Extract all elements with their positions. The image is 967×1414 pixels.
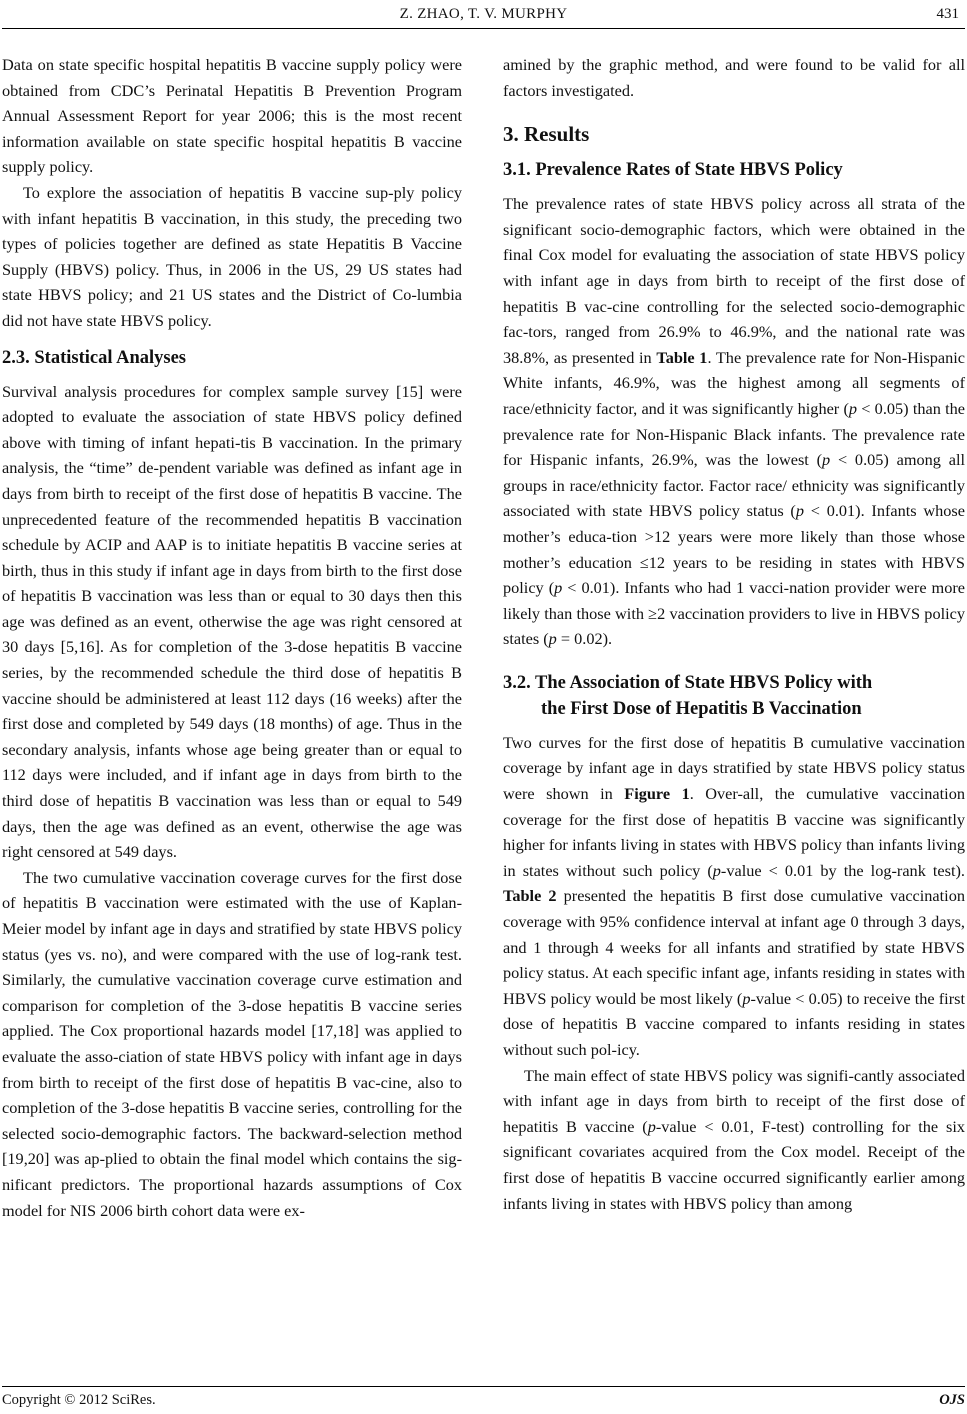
paragraph: To explore the association of hepatitis B vaccine sup-ply policy with infant hepatitis B vaccination, in this study, the preceding two types of policies together are defined as state Hepatitis B Vaccine Supply (HBVS) policy. Thus, in 2006 in the US, 29 US states had state HBVS policy; and 21 US states and the District of Co-lumbia did not have state HBVS policy.	[2, 182, 462, 330]
running-header	[0, 0, 967, 28]
paragraph: Data on state specific hospital hepatitis B vaccine supply policy were obtained from CDC’s Perinatal Hepatitis B Prevention Program Annual Assessment Report for year 2006; this is the most recent information available on state specific hospital hepatitis B vaccine supply policy.	[2, 55, 462, 177]
paragraph: Survival analysis procedures for complex sample survey [15] were adopted to evaluate the association of state HBVS policy defined above with timing of infant hepati-tis B vaccination. In the primary analysis, the “time” de-pendent variable was defined as infant age in days from birth to receipt of the first dose of hepatitis B vaccine. The unprecedented feature of the recommended hepatitis B vaccination schedule by ACIP and AAP is to initiate hepatitis B vaccine series at birth, thus in this study if infant age in days from birth to the first dose of hepatitis B vaccination was less than or equal to 30 days then this age was defined as an event, otherwise the age was right censored at 30 days [5,16]. As for completion of the 3-dose hepatitis B vaccine series, by the recommended schedule the third dose of hepatitis B vaccine should be administered at least 112 days (16 weeks) after the first dose and completed by 549 days (18 months) of age. Thus in the secondary analysis, infants whose age being greater than or equal to 112 days were included, and if infant age in days from birth to the third dose of hepatitis B vaccination was less than or equal to 549 days, then the age was defined as an event, otherwise the age was right censored at 549 days.	[2, 381, 462, 862]
table-1-ref: Table 1	[656, 347, 708, 367]
paragraph: Two curves for the first dose of hepatitis B cumulative vaccination coverage by infant age in days stratified by state HBVS policy status were shown in Figure 1. Over-all, the cumulative vaccination coverage for the first dose of hepatitis B vaccine was significantly higher for infants living in states with HBVS policy than infants living in states without such policy (p-value < 0.01 by the log-rank test). Table 2 presented the hepatitis B first dose cumulative vaccination coverage with 95% confidence interval at infant age 0 through 3 days, and 1 through 4 weeks for all infants and stratified by state HBVS policy status. At each specific infant age, infants residing in states with HBVS policy would be most likely (p-value < 0.05) to receive the first dose of hepatitis B vaccine compared to infants residing in states without such pol-icy.	[503, 732, 965, 1059]
section-heading-3-2: 3.2. The Association of State HBVS Policy with the First Dose of Hepatitis B Vaccination	[503, 672, 873, 719]
figure-1-ref: Figure 1	[624, 784, 690, 804]
header-divider	[2, 28, 965, 29]
section-heading-2-3: 2.3. Statistical Analyses	[2, 347, 186, 368]
running-title: Z. ZHAO, T. V. MURPHY	[399, 6, 568, 22]
footer-divider	[2, 1386, 965, 1387]
left-column	[2, 52, 462, 1223]
paragraph: The prevalence rates of state HBVS policy across all strata of the significant socio-demographic factors, which were obtained in the final Cox model for evaluating the association of state HBVS policy with infant age in days from birth to receipt of the first dose of hepatitis B vac-cine controlling for the selected socio-demographic fac-tors, ranged from 26.9% to 46.9%, and the national rate was 38.8%, as presented in Table 1. The prevalence rate for Non-Hispanic White infants, 46.9%, was the highest among all segments of race/ethnicity factor, and it was significantly higher (p < 0.05) than the prevalence rate for Non-Hispanic Black infants. The prevalence rate for Hispanic infants, 26.9%, was the lowest (p < 0.05) among all groups in race/ethnicity factor. Factor race/ ethnicity was significantly associated with state HBVS policy status (p < 0.01). Infants whose mother’s educa-tion >12 years were more likely than those whose mother’s education ≤12 years to be residing in states with HBVS policy (p < 0.01). Infants who had 1 vacci-nation provider were more likely than those with ≥2 vaccination providers to live in HBVS policy states (p = 0.02).	[503, 194, 966, 649]
paragraph: The main effect of state HBVS policy was signifi-cantly associated with infant age in days from birth to receipt of the first dose of hepatitis B vaccine (p-value < 0.01, F-test) controlling for the six significant covariates acquired from the Cox model. Receipt of the first dose of hepatitis B vaccine occurred significantly earlier among infants living in states with HBVS policy than among	[503, 1065, 965, 1213]
paragraph: The two cumulative vaccination coverage curves for the first dose of hepatitis B vaccination were estimated with the use of Kaplan-Meier model by infant age in days and stratified by state HBVS policy status (yes vs. no), and were compared with the use of log-rank test. Similarly, the cumulative vaccination coverage curve estimation and comparison for completion of the 3-dose hepatitis B vaccine series applied. The Cox proportional hazards model [17,18] was applied to evaluate the asso-ciation of state HBVS policy with infant age in days from birth to receipt of the first dose of hepatitis B vac-cine, also to completion of the 3-dose hepatitis B vaccine series, controlling for the selected socio-demographic factors. The backward-selection method [19,20] was ap-plied to obtain the final model which contains the sig-nificant predictors. The proportional hazards assumptions of Cox model for NIS 2006 birth cohort data were ex-	[2, 867, 462, 1220]
copyright-notice: Copyright © 2012 SciRes.	[2, 1392, 156, 1408]
table-2-ref: Table 2	[503, 886, 557, 906]
journal-abbrev: OJS	[939, 1392, 965, 1408]
section-heading-results: 3. Results	[503, 122, 590, 147]
section-heading-3-1: 3.1. Prevalence Rates of State HBVS Policy	[503, 160, 843, 181]
right-column	[503, 52, 965, 1216]
page-number: 431	[936, 6, 959, 22]
paragraph: amined by the graphic method, and were found to be valid for all factors investigated.	[503, 55, 965, 100]
